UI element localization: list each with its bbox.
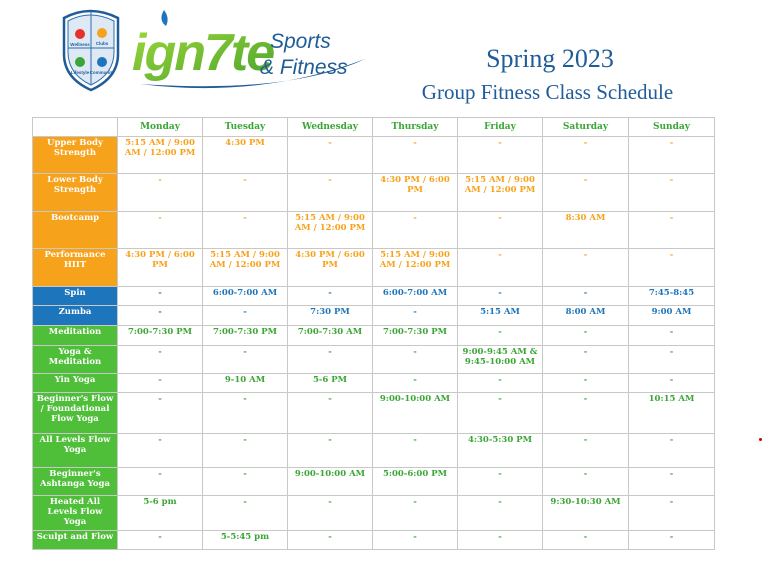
schedule-time-cell: 6:00-7:00 AM [373, 287, 458, 306]
schedule-time-cell: 4:30 PM / 6:00 PM [373, 174, 458, 212]
day-header: Sunday [629, 118, 715, 137]
brand-sub-text-1: Sports [270, 30, 331, 53]
schedule-time-cell: 7:00-7:30 PM [203, 326, 288, 346]
schedule-time-cell: - [458, 374, 543, 393]
table-row [33, 434, 715, 468]
schedule-time-cell: - [629, 174, 715, 212]
schedule-time-cell: - [629, 212, 715, 249]
schedule-time-cell: - [543, 468, 629, 496]
table-row [33, 374, 715, 393]
schedule-time-cell: - [288, 434, 373, 468]
schedule-time-cell: 5:15 AM / 9:00 AM / 12:00 PM [458, 174, 543, 212]
schedule-time-cell: - [629, 531, 715, 550]
class-name-cell: Beginner's Ashtanga Yoga [33, 468, 118, 496]
class-schedule-table [32, 117, 715, 550]
schedule-time-cell: - [543, 137, 629, 174]
schedule-time-cell: - [629, 434, 715, 468]
table-header-row [33, 118, 715, 137]
schedule-time-cell: - [288, 137, 373, 174]
table-row [33, 326, 715, 346]
stray-dot [759, 438, 762, 441]
schedule-time-cell: - [373, 137, 458, 174]
schedule-subtitle: Group Fitness Class Schedule [421, 80, 674, 104]
schedule-time-cell: - [543, 287, 629, 306]
schedule-time-cell: - [203, 346, 288, 374]
schedule-time-cell: 9:00 AM [629, 306, 715, 326]
class-name-cell: Sculpt and Flow [33, 531, 118, 550]
table-row [33, 468, 715, 496]
schedule-time-cell: - [203, 496, 288, 531]
class-name-cell: All Levels Flow Yoga [33, 434, 118, 468]
schedule-time-cell: - [203, 174, 288, 212]
table-row [33, 249, 715, 287]
schedule-time-cell: 5-5:45 pm [203, 531, 288, 550]
schedule-time-cell: - [288, 531, 373, 550]
schedule-time-cell: - [458, 137, 543, 174]
schedule-time-cell: 4:30 PM [203, 137, 288, 174]
schedule-time-cell: - [373, 531, 458, 550]
schedule-time-cell: - [458, 496, 543, 531]
table-row [33, 137, 715, 174]
schedule-season-title: Spring 2023 [486, 44, 614, 73]
shield-word: Clubs [95, 41, 109, 46]
schedule-time-cell: 5-6 pm [118, 496, 203, 531]
schedule-time-cell: 5-6 PM [288, 374, 373, 393]
header-corner [33, 118, 118, 137]
schedule-time-cell: - [118, 174, 203, 212]
schedule-time-cell: - [373, 306, 458, 326]
schedule-time-cell: - [543, 374, 629, 393]
shield-emblem-icon [64, 11, 118, 90]
schedule-time-cell: - [373, 434, 458, 468]
schedule-time-cell: - [543, 249, 629, 287]
schedule-time-cell: - [629, 374, 715, 393]
table-row [33, 393, 715, 434]
schedule-time-cell: - [118, 306, 203, 326]
schedule-time-cell: - [118, 212, 203, 249]
class-name-cell: Meditation [33, 326, 118, 346]
table-row [33, 306, 715, 326]
schedule-time-cell: - [203, 468, 288, 496]
schedule-time-cell: - [458, 287, 543, 306]
schedule-time-cell: - [458, 531, 543, 550]
brand-sub-text-2: & Fitness [260, 56, 348, 79]
schedule-time-cell: - [543, 174, 629, 212]
day-header: Friday [458, 118, 543, 137]
schedule-time-cell: - [629, 137, 715, 174]
schedule-time-cell: 10:15 AM [629, 393, 715, 434]
schedule-time-cell: - [373, 374, 458, 393]
schedule-time-cell: - [203, 434, 288, 468]
table-row [33, 174, 715, 212]
schedule-time-cell: 4:30 PM / 6:00 PM [118, 249, 203, 287]
schedule-time-cell: - [118, 374, 203, 393]
schedule-time-cell: - [458, 326, 543, 346]
schedule-time-cell: - [288, 174, 373, 212]
schedule-time-cell: - [118, 287, 203, 306]
schedule-time-cell: - [203, 212, 288, 249]
table-row [33, 287, 715, 306]
schedule-time-cell: - [118, 393, 203, 434]
class-name-cell: Spin [33, 287, 118, 306]
day-header: Wednesday [288, 118, 373, 137]
class-name-cell: Yin Yoga [33, 374, 118, 393]
schedule-time-cell: - [118, 434, 203, 468]
schedule-time-cell: 5:00-6:00 PM [373, 468, 458, 496]
schedule-time-cell: - [373, 212, 458, 249]
schedule-time-cell: - [543, 531, 629, 550]
schedule-time-cell: - [203, 393, 288, 434]
day-header: Tuesday [203, 118, 288, 137]
class-name-cell: Bootcamp [33, 212, 118, 249]
schedule-time-cell: - [629, 468, 715, 496]
schedule-time-cell: - [458, 468, 543, 496]
schedule-time-cell: - [543, 326, 629, 346]
class-name-cell: Heated All Levels Flow Yoga [33, 496, 118, 531]
schedule-time-cell: 5:15 AM / 9:00 AM / 12:00 PM [373, 249, 458, 287]
table-row [33, 531, 715, 550]
schedule-time-cell: 7:00-7:30 AM [288, 326, 373, 346]
table-row [33, 212, 715, 249]
schedule-time-cell: 9:00-10:00 AM [288, 468, 373, 496]
schedule-time-cell: 8:00 AM [543, 306, 629, 326]
shield-word: Wellness [70, 42, 90, 47]
schedule-time-cell: - [543, 393, 629, 434]
table-row [33, 346, 715, 374]
schedule-time-cell: - [288, 287, 373, 306]
schedule-time-cell: - [458, 393, 543, 434]
shield-word: Lifestyle [70, 70, 90, 75]
schedule-time-cell: - [118, 346, 203, 374]
schedule-time-cell: 5:15 AM / 9:00 AM / 12:00 PM [288, 212, 373, 249]
day-header: Monday [118, 118, 203, 137]
schedule-time-cell: 7:45-8:45 [629, 287, 715, 306]
shield-word: Community [89, 70, 115, 75]
day-header: Saturday [543, 118, 629, 137]
class-name-cell: Zumba [33, 306, 118, 326]
schedule-time-cell: - [543, 434, 629, 468]
schedule-time-cell: - [629, 496, 715, 531]
schedule-time-cell: - [288, 346, 373, 374]
schedule-time-cell: - [203, 306, 288, 326]
schedule-time-cell: 5:15 AM / 9:00 AM / 12:00 PM [203, 249, 288, 287]
schedule-time-cell: 9-10 AM [203, 374, 288, 393]
schedule-time-cell: 9:00-10:00 AM [373, 393, 458, 434]
schedule-time-cell: 5:15 AM [458, 306, 543, 326]
schedule-time-cell: 9:00-9:45 AM & 9:45-10:00 AM [458, 346, 543, 374]
schedule-time-cell: - [373, 346, 458, 374]
schedule-time-cell: - [288, 496, 373, 531]
schedule-time-cell: 7:00-7:30 PM [118, 326, 203, 346]
class-name-cell: Lower Body Strength [33, 174, 118, 212]
schedule-time-cell: - [543, 346, 629, 374]
class-name-cell: Yoga & Meditation [33, 346, 118, 374]
schedule-time-cell: 4:30 PM / 6:00 PM [288, 249, 373, 287]
schedule-time-cell: 9:30-10:30 AM [543, 496, 629, 531]
schedule-time-cell: - [373, 496, 458, 531]
schedule-time-cell: - [288, 393, 373, 434]
schedule-time-cell: 8:30 AM [543, 212, 629, 249]
class-name-cell: Upper Body Strength [33, 137, 118, 174]
ignite-logo [60, 4, 380, 96]
class-name-cell: Beginner's Flow / Foundational Flow Yoga [33, 393, 118, 434]
schedule-time-cell: - [629, 326, 715, 346]
brand-main-text: ign7te [132, 24, 274, 82]
schedule-time-cell: 7:00-7:30 PM [373, 326, 458, 346]
schedule-time-cell: 5:15 AM / 9:00 AM / 12:00 PM [118, 137, 203, 174]
schedule-time-cell: 7:30 PM [288, 306, 373, 326]
schedule-time-cell: - [629, 346, 715, 374]
schedule-time-cell: - [629, 249, 715, 287]
schedule-time-cell: - [118, 531, 203, 550]
schedule-time-cell: 4:30-5:30 PM [458, 434, 543, 468]
class-name-cell: Performance HIIT [33, 249, 118, 287]
schedule-time-cell: - [118, 468, 203, 496]
schedule-time-cell: 6:00-7:00 AM [203, 287, 288, 306]
table-row [33, 496, 715, 531]
schedule-time-cell: - [458, 212, 543, 249]
schedule-time-cell: - [458, 249, 543, 287]
day-header: Thursday [373, 118, 458, 137]
